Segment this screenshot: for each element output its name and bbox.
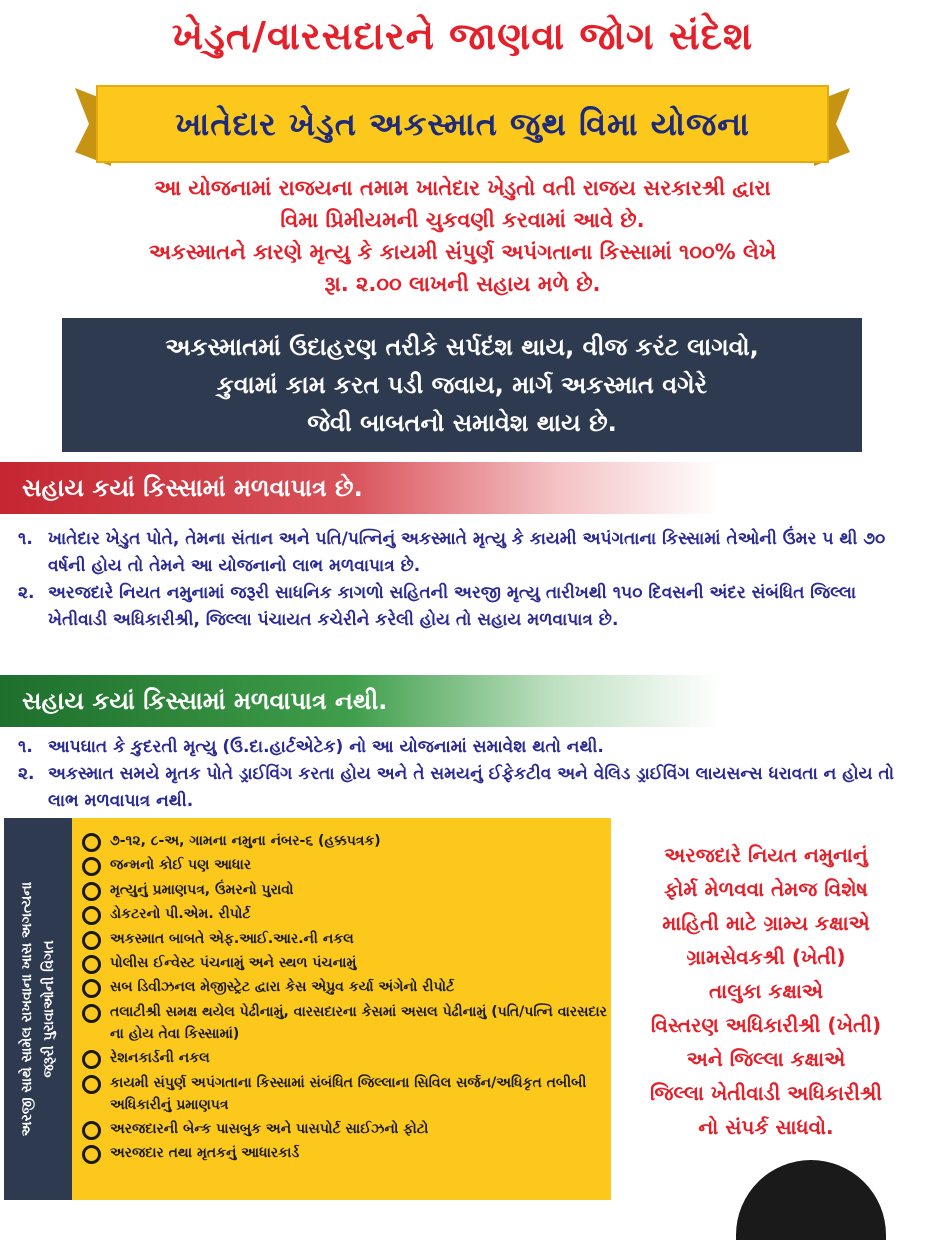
circle-bullet-icon bbox=[82, 955, 101, 974]
contact-line: અને જિલ્લા કક્ષાએ bbox=[686, 1047, 846, 1071]
circle-bullet-icon bbox=[82, 906, 101, 925]
document-item bbox=[80, 928, 608, 950]
eligible-heading-text: સહાય કયાં કિસ્સામાં મળવાપાત્ર છે. bbox=[22, 474, 363, 502]
contact-info bbox=[612, 838, 920, 1144]
document-item bbox=[80, 879, 608, 901]
document-item-text: અકસ્માત બાબતે એફ.આઈ.આર.ની નકલ bbox=[110, 930, 354, 947]
examples-line: અકસ્માતમાં ઉદાહરણ તરીકે સર્પદંશ થાય, વીજ કરંટ લાગવો, bbox=[165, 333, 759, 361]
list-item-text: આપઘાત કે કુદરતી મૃત્યુ (ઉ.દા.હાર્ટએટેક) નો આ યોજનામાં સમાવેશ થતો નથી. bbox=[48, 737, 604, 757]
circle-bullet-icon bbox=[82, 1004, 101, 1023]
ineligible-heading-text: સહાય કયાં કિસ્સામાં મળવાપાત્ર નથી. bbox=[22, 687, 388, 715]
document-item bbox=[80, 1047, 608, 1069]
scheme-banner bbox=[75, 84, 850, 172]
document-item bbox=[80, 952, 608, 974]
ineligible-section-heading bbox=[0, 675, 925, 727]
documents-side-label bbox=[16, 824, 60, 1194]
list-item bbox=[18, 761, 918, 815]
document-item bbox=[80, 854, 608, 876]
ineligible-list bbox=[18, 734, 918, 815]
examples-line: જેવી બાબતનો સમાવેશ થાય છે. bbox=[307, 409, 617, 437]
circle-bullet-icon bbox=[82, 1121, 101, 1140]
intro-text bbox=[40, 172, 885, 300]
document-item bbox=[80, 1118, 608, 1140]
intro-line: રૂા. ૨.૦૦ લાખની સહાય મળે છે. bbox=[324, 272, 601, 296]
document-item bbox=[80, 1142, 608, 1164]
circle-bullet-icon bbox=[82, 833, 101, 852]
document-item-text: ૭-૧૨, ૮-અ, ગામના નમુના નંબર-૬ (હક્કપત્રક) bbox=[110, 833, 381, 849]
list-item bbox=[18, 580, 918, 634]
document-item-text: જન્મનો કોઈ પણ આધાર bbox=[110, 857, 252, 874]
contact-line: ગ્રામસેવકશ્રી (ખેતી) bbox=[686, 945, 846, 969]
document-item-text: રેશનકાર્ડની નકલ bbox=[110, 1050, 210, 1067]
intro-line: વિમા પ્રિમીયમની ચુકવણી કરવામાં આવે છે. bbox=[280, 208, 645, 232]
contact-line: તાલુકા કક્ષાએ bbox=[709, 979, 823, 1003]
accident-examples-box bbox=[62, 318, 862, 452]
document-item bbox=[80, 976, 608, 998]
documents-list bbox=[80, 830, 608, 1167]
list-item-number: ૧. bbox=[18, 737, 33, 757]
contact-line: વિસ્તરણ અધિકારીશ્રી (ખેતી) bbox=[650, 1013, 882, 1037]
circle-bullet-icon bbox=[82, 1145, 101, 1164]
list-item-number: ૨. bbox=[18, 764, 35, 784]
document-item-text: સબ ડિવીઝનલ મેજીસ્ટ્રેટ દ્વારા કેસ એપ્રુવ કર્યા અંગેનો રીપોર્ટ bbox=[110, 979, 455, 996]
circle-bullet-icon bbox=[82, 1075, 101, 1094]
document-item-text: અરજદાર તથા મૃતકનું આધારકાર્ડ bbox=[110, 1145, 300, 1162]
examples-line: કુવામાં કામ કરત પડી જવાય, માર્ગ અકસ્માત વગેરે bbox=[216, 371, 708, 399]
list-item-text: ખાતેદાર ખેડુત પોતે, તેમના સંતાન અને પતિ/પત્નિનું અકસ્માતે મૃત્યુ કે કાયમી અપંગતાના કિસ્સામાં તેઓની ઉંમર ૫ થી ૭૦ વર્ષની હોય તો તેમને આ યોજનાનો લાભ મળવાપાત્ર છે. bbox=[48, 529, 886, 576]
list-item-number: ૧. bbox=[18, 529, 33, 549]
document-item bbox=[80, 1072, 608, 1116]
document-item bbox=[80, 903, 608, 925]
circle-bullet-icon bbox=[82, 857, 101, 876]
poster-title: ખેડુત/વારસદારને જાણવા જોગ સંદેશ bbox=[171, 14, 754, 58]
document-item-text: પોલીસ ઈન્વેસ્ટ પંચનામું અને સ્થળ પંચનામું bbox=[110, 954, 357, 971]
list-item-text: અરજદારે નિયત નમુનામાં જરૂરી સાધનિક કાગળો સહિતની અરજી મૃત્યુ તારીખથી ૧૫૦ દિવસની અંદર સંબંધિત જિલ્લા ખેતીવાડી અધિકારીશ્રી, જિલ્લા પંચાયત કચેરીને કરેલી હોય તો સહાય મળવાપાત્ર છે. bbox=[48, 583, 857, 630]
intro-line: આ યોજનામાં રાજયના તમામ ખાતેદાર ખેડુતો વતી રાજય સરકારશ્રી દ્વારા bbox=[154, 176, 771, 200]
document-item bbox=[80, 830, 608, 852]
circle-bullet-icon bbox=[82, 931, 101, 950]
document-item-text: કાયમી સંપુર્ણ અપંગતાના કિસ્સામાં સંબંધિત જિલ્લાના સિવિલ સર્જન/અધિકૃત તબીબી અધિકારીનું પ્રમાણપત્ર bbox=[110, 1074, 587, 1113]
circle-bullet-icon bbox=[82, 1050, 101, 1069]
contact-line: અરજદારે નિયત નમુનાનું bbox=[664, 843, 868, 867]
eligible-list bbox=[18, 526, 918, 634]
list-item bbox=[18, 526, 918, 580]
circle-bullet-icon bbox=[82, 882, 101, 901]
side-label-line: જરૂરી પુરાવાઓની વિગત bbox=[41, 940, 57, 1078]
documents-side-label-strip bbox=[4, 818, 72, 1200]
document-item-text: ડોકટરનો પી.એમ. રીપોર્ટ bbox=[110, 906, 251, 923]
intro-line: અકસ્માતને કારણે મૃત્યુ કે કાયમી સંપુર્ણ અપંગતાના કિસ્સામાં ૧૦૦% લેખે bbox=[148, 240, 777, 264]
contact-line: નો સંપર્ક સાધવો. bbox=[698, 1115, 834, 1139]
contact-line: માહિતી માટે ગ્રામ્ય કક્ષાએ bbox=[662, 911, 870, 935]
document-item-text: તલાટીશ્રી સમક્ષ થયેલ પેઢીનામું, વારસદારના કેસમાં અસલ પેઢીનામું (પતિ/પત્નિ વારસદાર ના હોય તેવા કિસ્સામાં) bbox=[110, 1003, 607, 1042]
list-item-text: અકસ્માત સમયે મૃતક પોતે ડ્રાઈવિંગ કરતા હોય અને તે સમયનું ઈફેકટીવ અને વેલિડ ડ્રાઈવિંગ લાયસન્સ ધરાવતા ન હોય તો લાભ મળવાપાત્ર નથી. bbox=[48, 764, 894, 811]
document-item-text: અરજદારની બેન્ક પાસબુક અને પાસપોર્ટ સાઈઝનો ફોટો bbox=[110, 1120, 429, 1137]
portrait-photo-partial bbox=[736, 1160, 886, 1240]
list-item bbox=[18, 734, 918, 761]
banner-title: ખાતેદાર ખેડુત અકસ્માત જુથ વિમા યોજના bbox=[175, 104, 750, 143]
list-item-number: ૨. bbox=[18, 583, 35, 603]
eligible-section-heading bbox=[0, 462, 925, 514]
document-item-text: મૃત્યુનું પ્રમાણપત્ર, ઉંમરનો પુરાવો bbox=[110, 881, 294, 898]
document-item bbox=[80, 1001, 608, 1045]
circle-bullet-icon bbox=[82, 979, 101, 998]
contact-line: જિલ્લા ખેતીવાડી અધિકારીશ્રી bbox=[650, 1081, 882, 1105]
side-label-line: અરજી સાથે સામેલ રાખવાના ખાસ અગત્યના bbox=[19, 881, 35, 1137]
contact-line: ફોર્મ મેળવવા તેમજ વિશેષ bbox=[664, 877, 868, 901]
